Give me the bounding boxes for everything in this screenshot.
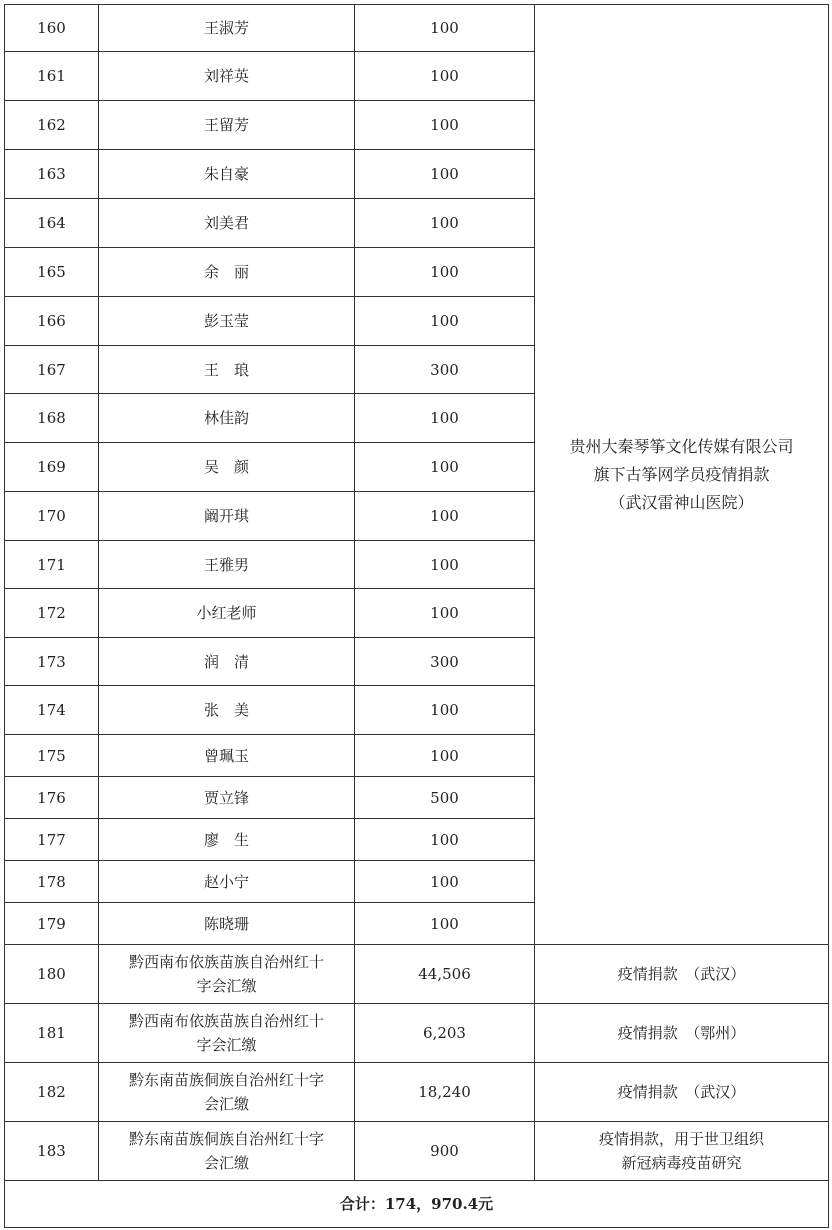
donation-amount: 100 — [355, 735, 535, 777]
row-number: 167 — [5, 346, 99, 394]
donation-amount: 100 — [355, 443, 535, 492]
donation-note — [535, 945, 829, 1004]
row-number: 169 — [5, 443, 99, 492]
donor-name: 王雅男 — [99, 541, 355, 589]
donation-amount: 100 — [355, 52, 535, 101]
group-note-line1: 贵州大秦琴筝文化传媒有限公司 — [569, 436, 794, 456]
donation-amount: 900 — [355, 1122, 535, 1181]
donor-name: 王 琅 — [99, 346, 355, 394]
donor-name-line: 会汇缴 — [203, 1095, 249, 1113]
donor-name-line: 会汇缴 — [203, 1154, 249, 1172]
donation-note — [535, 1122, 829, 1181]
row-number: 160 — [5, 5, 99, 52]
donation-amount: 44,506 — [355, 945, 535, 1004]
donor-name: 陈晓珊 — [99, 903, 355, 945]
donor-name — [99, 1004, 355, 1063]
donation-table-page — [4, 4, 828, 1226]
row-number: 175 — [5, 735, 99, 777]
donation-table-body — [5, 5, 829, 1228]
donor-name: 彭玉莹 — [99, 297, 355, 346]
donor-name-line: 黔东南苗族侗族自治州红十字 — [128, 1130, 324, 1148]
donor-name-line: 字会汇缴 — [196, 1036, 257, 1054]
donor-name: 林佳韵 — [99, 394, 355, 443]
donor-name: 张 美 — [99, 686, 355, 735]
row-number: 179 — [5, 903, 99, 945]
row-number: 168 — [5, 394, 99, 443]
donation-amount: 100 — [355, 903, 535, 945]
donor-name: 余 丽 — [99, 248, 355, 297]
donation-amount: 100 — [355, 199, 535, 248]
donor-name: 赵小宁 — [99, 861, 355, 903]
donation-amount: 100 — [355, 297, 535, 346]
table-row — [5, 1122, 829, 1181]
donation-note-line: 疫情捐款 （鄂州） — [617, 1024, 746, 1042]
donation-amount: 100 — [355, 394, 535, 443]
row-number: 174 — [5, 686, 99, 735]
group-note-line3: （武汉雷神山医院） — [609, 492, 754, 512]
donor-name: 廖 生 — [99, 819, 355, 861]
table-row — [5, 1063, 829, 1122]
donor-name-line: 黔东南苗族侗族自治州红十字 — [128, 1071, 324, 1089]
donation-amount: 300 — [355, 346, 535, 394]
donation-amount: 100 — [355, 101, 535, 150]
donation-amount: 100 — [355, 5, 535, 52]
donation-amount: 100 — [355, 248, 535, 297]
total-amount: 合计：174，970.4元 — [5, 1181, 829, 1228]
donation-amount: 100 — [355, 589, 535, 638]
table-row — [5, 945, 829, 1004]
donor-name: 曾珮玉 — [99, 735, 355, 777]
donation-note — [535, 1063, 829, 1122]
donor-name-line: 字会汇缴 — [196, 977, 257, 995]
donation-amount: 100 — [355, 541, 535, 589]
row-number: 183 — [5, 1122, 99, 1181]
row-number: 162 — [5, 101, 99, 150]
donor-name: 小红老师 — [99, 589, 355, 638]
donor-name: 刘祥英 — [99, 52, 355, 101]
row-number: 181 — [5, 1004, 99, 1063]
group-note-cell — [535, 5, 829, 945]
donation-note-line: 疫情捐款 （武汉） — [617, 965, 746, 983]
donor-name-line: 黔西南布依族苗族自治州红十 — [128, 1012, 324, 1030]
donation-amount: 100 — [355, 492, 535, 541]
donation-amount: 100 — [355, 150, 535, 199]
donor-name-line: 黔西南布依族苗族自治州红十 — [128, 953, 324, 971]
donation-note-line: 新冠病毒疫苗研究 — [621, 1154, 742, 1172]
donor-name: 阚开琪 — [99, 492, 355, 541]
row-number: 170 — [5, 492, 99, 541]
donation-amount: 500 — [355, 777, 535, 819]
total-row — [5, 1181, 829, 1228]
donation-amount: 6,203 — [355, 1004, 535, 1063]
donor-name: 朱自豪 — [99, 150, 355, 199]
row-number: 172 — [5, 589, 99, 638]
row-number: 163 — [5, 150, 99, 199]
donor-name: 润 清 — [99, 638, 355, 686]
donation-note — [535, 1004, 829, 1063]
donation-amount: 300 — [355, 638, 535, 686]
donation-amount: 100 — [355, 819, 535, 861]
donation-amount: 18,240 — [355, 1063, 535, 1122]
group-note-line2: 旗下古筝网学员疫情捐款 — [593, 464, 770, 484]
donor-name: 刘美君 — [99, 199, 355, 248]
row-number: 176 — [5, 777, 99, 819]
row-number: 182 — [5, 1063, 99, 1122]
donation-note-line: 疫情捐款，用于世卫组织 — [598, 1130, 764, 1148]
row-number: 177 — [5, 819, 99, 861]
row-number: 161 — [5, 52, 99, 101]
donor-name — [99, 1122, 355, 1181]
donation-note-line: 疫情捐款 （武汉） — [617, 1083, 746, 1101]
donation-amount: 100 — [355, 686, 535, 735]
row-number: 171 — [5, 541, 99, 589]
donor-name — [99, 1063, 355, 1122]
donor-name: 王淑芳 — [99, 5, 355, 52]
row-number: 173 — [5, 638, 99, 686]
row-number: 165 — [5, 248, 99, 297]
donation-table — [4, 4, 829, 1228]
table-row — [5, 1004, 829, 1063]
donation-amount: 100 — [355, 861, 535, 903]
row-number: 180 — [5, 945, 99, 1004]
row-number: 164 — [5, 199, 99, 248]
donor-name: 吴 颜 — [99, 443, 355, 492]
row-number: 178 — [5, 861, 99, 903]
table-row — [5, 5, 829, 52]
row-number: 166 — [5, 297, 99, 346]
donor-name: 贾立锋 — [99, 777, 355, 819]
donor-name: 王留芳 — [99, 101, 355, 150]
donor-name — [99, 945, 355, 1004]
